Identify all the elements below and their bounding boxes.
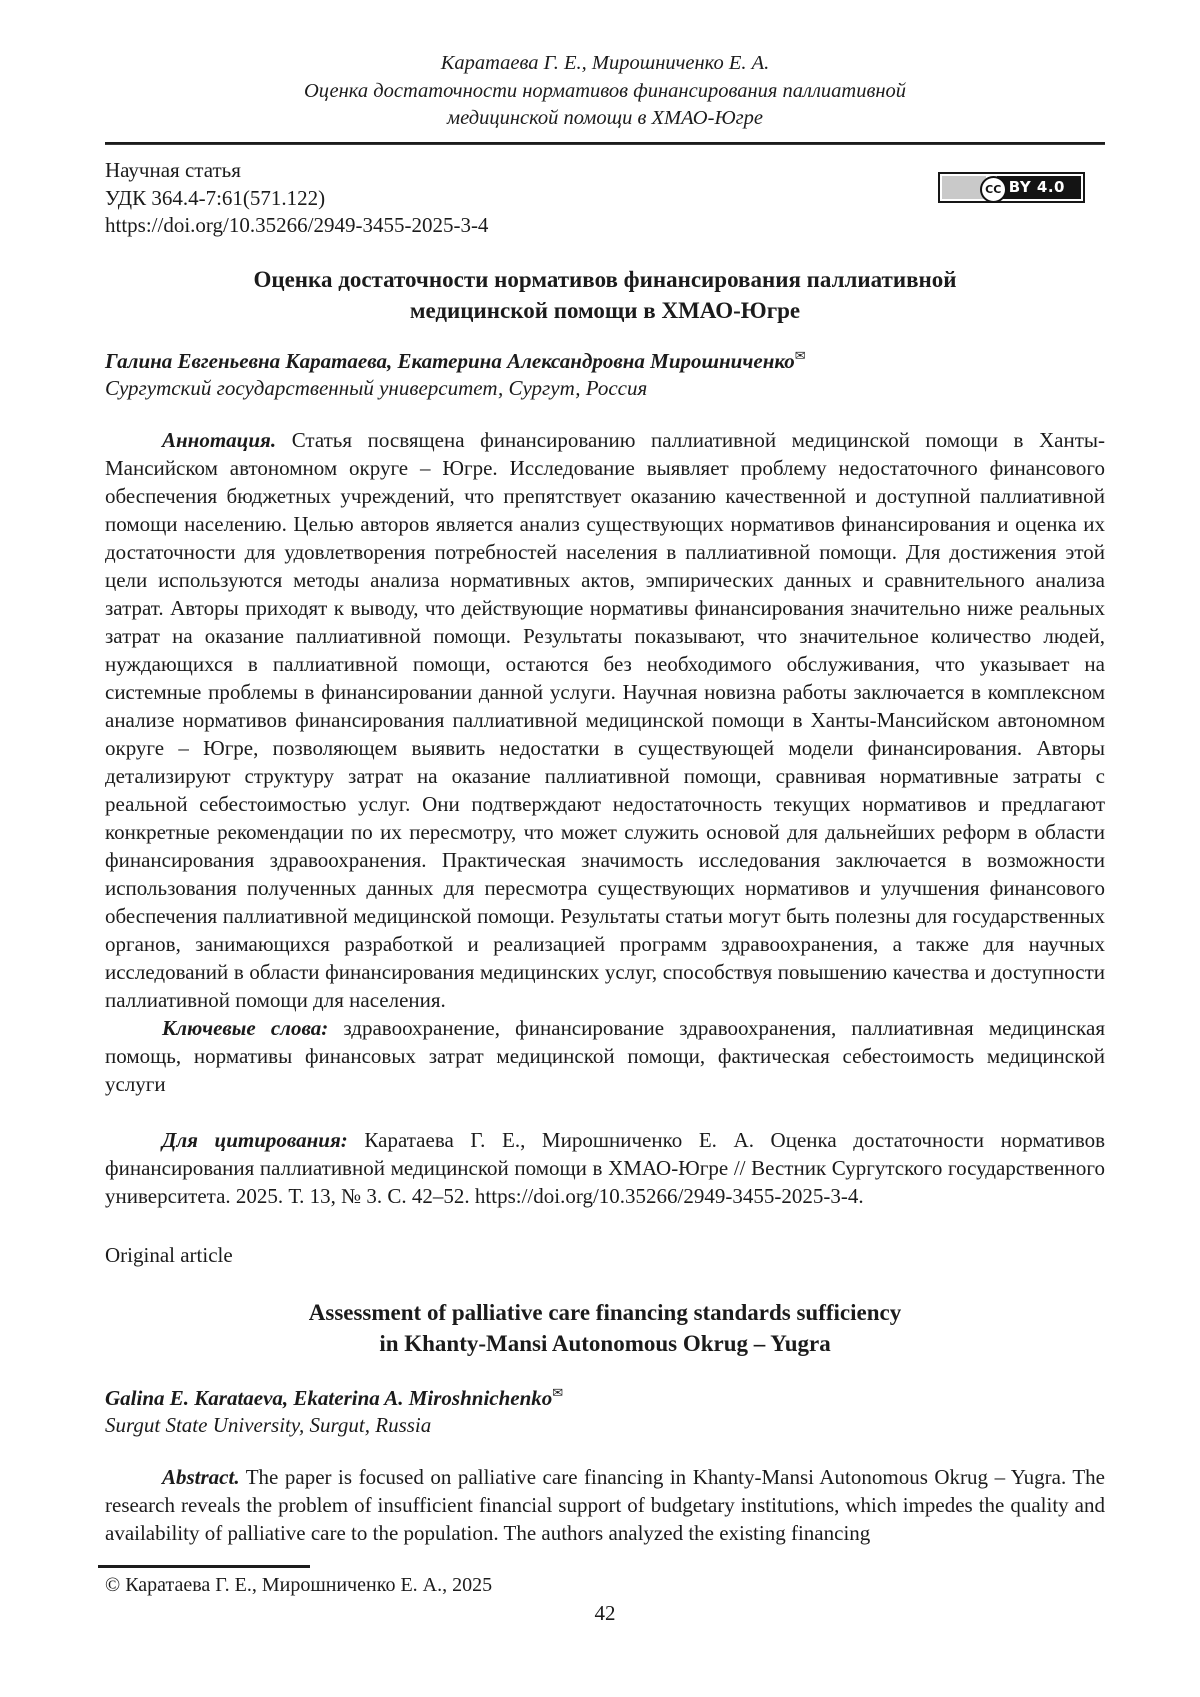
article-type-label: Научная статья: [105, 158, 241, 182]
keywords-ru: [105, 1014, 1105, 1098]
cc-logo-icon: CC: [980, 176, 1007, 203]
abstract-ru-label: Аннотация.: [162, 427, 277, 452]
abstract-ru-text: Статья посвящена финансированию паллиативной медицинской помощи в Ханты-Мансийском автономном округе – Югре. Исследование выявляет проблему недостаточного финансового обеспечения бюджетных учреждений, что препятствует оказанию качественной и доступной паллиативной помощи населению. Целью авторов является анализ существующих нормативов финансирования и оценка их достаточности для удовлетворения потребностей населения в паллиативной помощи. Для достижения этой цели используются методы анализа нормативных актов, эмпирических данных и сравнительного анализа затрат. Авторы приходят к выводу, что действующие нормативы финансирования значительно ниже реальных затрат на оказание паллиативной помощи. Результаты показывают, что значительное количество людей, нуждающихся в паллиативной помощи, остаются без необходимого обслуживания, что указывает на системные проблемы в финансировании данной услуги. Научная новизна работы заключается в комплексном анализе нормативов финансирования паллиативной медицинской помощи в Ханты-Мансийском автономном округе – Югре, позволяющем выявить недостатки в существующей модели финансирования. Авторы детализируют структуру затрат на оказание паллиативной помощи, сравнивая нормативные затраты с реальной себестоимостью услуг. Они подтверждают недостаточность текущих нормативов и предлагают конкретные рекомендации по их пересмотру, что может служить основой для дальнейших реформ в области финансирования здравоохранения. Практическая значимость исследования заключается в возможности использования полученных данных для пересмотра существующих нормативов и улучшения финансового обеспечения паллиативной медицинской помощи. Результаты статьи могут быть полезны для государственных органов, занимающихся разработкой и реализацией программ здравоохранения, а также для научных исследований в области финансирования медицинских услуг, способствуя повышению качества и доступности паллиативной помощи для населения.: [105, 427, 1106, 1012]
citation-ru-label: Для цитирования:: [162, 1127, 348, 1152]
article-title-ru: [105, 264, 1105, 326]
header-divider: [105, 142, 1105, 146]
cc-license-label: BY 4.0: [997, 176, 1081, 199]
running-head-authors: Каратаева Г. Е., Мирошниченко Е. А.: [440, 52, 770, 74]
affiliation-ru: Сургутский государственный университет, Сургут, Россия: [105, 375, 648, 400]
footnote-divider: [98, 1565, 310, 1568]
authors-en: [105, 1385, 1105, 1412]
abstract-en: [105, 1463, 1105, 1547]
running-head-title-line1: Оценка достаточности нормативов финансирования паллиативной: [303, 79, 907, 102]
article-title-en-line2: in Khanty-Mansi Autonomous Okrug – Yugra: [379, 1330, 831, 1356]
citation-ru: [105, 1126, 1105, 1210]
affiliation-en: Surgut State University, Surgut, Russia: [105, 1412, 432, 1437]
running-head-title-line2: медицинской помощи в ХМАО-Югре: [447, 107, 763, 129]
authors-ru-names: Галина Евгеньевна Каратаева, Екатерина Александровна Мирошниченко: [105, 348, 795, 373]
article-title-en: [105, 1297, 1105, 1359]
authors-ru: [105, 348, 1105, 375]
article-title-ru-line1: Оценка достаточности нормативов финансирования паллиативной: [253, 266, 957, 292]
corresponding-author-envelope-icon: ✉: [794, 348, 806, 364]
citation-ru-text: Каратаева Г. Е., Мирошниченко Е. А. Оценка достаточности нормативов финансирования паллиативной медицинской помощи в ХМАО-Югре // Вестник Сургутского государственного университета. 2025. Т. 13, № 3. С. 42–52. https://doi.org/10.35266/2949-3455-2025-3-4.: [105, 1127, 1106, 1208]
article-title-en-line1: Assessment of palliative care financing standards sufficiency: [308, 1299, 902, 1325]
abstract-ru: [105, 426, 1105, 1014]
running-head: [105, 50, 1105, 133]
cc-by-license-badge: [938, 172, 1085, 203]
udc-code: УДК 364.4-7:61(571.122): [105, 185, 326, 210]
article-type-label-en: Original article: [105, 1242, 233, 1267]
copyright-notice: © Каратаева Г. Е., Мирошниченко Е. А., 2025: [105, 1573, 493, 1596]
article-title-ru-line2: медицинской помощи в ХМАО-Югре: [409, 297, 801, 323]
keywords-ru-label: Ключевые слова:: [162, 1015, 329, 1040]
abstract-en-text: The paper is focused on palliative care financing in Khanty-Mansi Autonomous Okrug – Yugra. The research reveals the problem of insufficient financial support of budgetary institutions, which impedes the quality and availability of palliative care to the population. The authors analyzed the existing financing: [105, 1464, 1105, 1545]
article-meta-block: [105, 157, 1105, 240]
keywords-ru-text: здравоохранение, финансирование здравоохранения, паллиативная медицинская помощь, нормативы финансовых затрат медицинской помощи, фактическая себестоимость медицинской услуги: [105, 1015, 1106, 1096]
corresponding-author-envelope-icon-en: ✉: [552, 1385, 564, 1401]
abstract-en-label: Abstract.: [162, 1464, 240, 1489]
doi-link: https://doi.org/10.35266/2949-3455-2025-3-4: [105, 213, 489, 237]
page-number: 42: [594, 1600, 616, 1625]
authors-en-names: Galina E. Karataeva, Ekaterina A. Miroshnichenko: [105, 1385, 553, 1410]
